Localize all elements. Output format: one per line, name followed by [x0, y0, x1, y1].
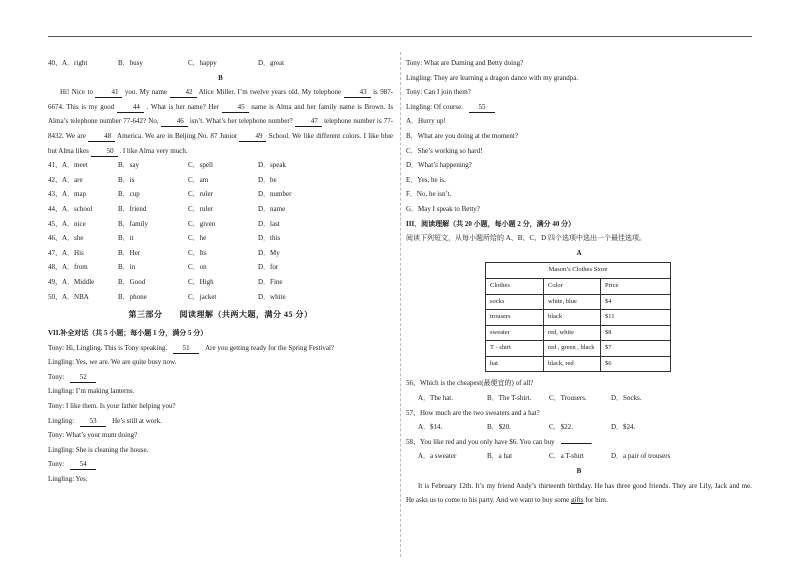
table-header: Color: [544, 278, 601, 294]
options-row: [48, 217, 393, 232]
right-column: [406, 56, 752, 508]
section-3-instructions: 阅读下列短文，从每小题所给的 A、B、C、D 四个选项中选出一个最佳选项。: [406, 234, 646, 243]
dialogue-choices: [406, 114, 752, 216]
choice-item: B．What are you doing at the moment?: [406, 131, 518, 140]
option-b: B．say: [118, 161, 139, 170]
blank-42: 42: [170, 88, 197, 98]
option-d: D．for: [258, 263, 279, 272]
option-c: C．a T-shirt: [549, 452, 584, 461]
section-7-title: VII.补全对话（共 5 小题；每小题 1 分，满分 5 分）: [48, 329, 208, 338]
option-c: C．happy: [188, 59, 217, 67]
dialogue-line: Tony: What’s your mum doing?: [48, 431, 138, 440]
cloze-passage: [48, 85, 393, 158]
dialogue-line: Lingling: They are learning a dragon dance with my grandpa.: [406, 73, 579, 82]
choice-item: E．Yes, he is.: [406, 175, 446, 184]
underlined-word: gifts: [571, 496, 584, 505]
option-b: B．$20.: [487, 423, 511, 432]
option-d: D．last: [258, 219, 280, 228]
dialogue-right: [406, 56, 752, 114]
options-row: [48, 231, 393, 246]
option-a: 50、A．NBA: [48, 292, 89, 301]
option-b: B．phone: [118, 292, 147, 301]
options-row: [48, 275, 393, 290]
table-cell: $4: [601, 294, 671, 310]
dialogue-line: [406, 100, 752, 115]
dialogue-line: Tony: I like them. Is your father helping you?: [48, 402, 176, 411]
text: Tony:: [48, 372, 65, 381]
blank-50: 50: [91, 147, 118, 157]
text: School. We like different colors. I like blue but Alma likes: [48, 131, 394, 155]
dialogue-line: [48, 370, 393, 385]
left-column: [48, 56, 393, 487]
section-3-title: III．阅读理解（共 20 小题，每小题 2 分，满分 40 分）: [406, 219, 576, 228]
blank-46: 46: [161, 117, 188, 127]
blank-58: [561, 443, 591, 444]
text: He’s still at work.: [112, 416, 162, 425]
table-cell: T - shirt: [486, 341, 544, 357]
table-title: Mason’s Clothes Store: [486, 263, 671, 279]
option-d: D．Socks.: [611, 394, 642, 403]
option-a: 46、A．she: [48, 234, 84, 243]
option-d: D．number: [258, 190, 292, 199]
table-cell: red , green , black: [544, 341, 601, 357]
dialogue-line: Lingling: She is cleaning the house.: [48, 445, 149, 454]
option-a: 40、A．right: [48, 59, 88, 67]
text: 58、You like red and you only have $6. You can buy: [406, 437, 555, 446]
options-row: [48, 187, 393, 202]
option-c: C．spell: [188, 161, 213, 170]
options-41-50: [48, 158, 393, 304]
blank-45: 45: [222, 103, 249, 113]
dialogue-line: Lingling: Yes.: [48, 475, 88, 484]
option-a: 45、A．nice: [48, 219, 86, 228]
option-a: A．The hat.: [418, 394, 453, 403]
option-b: B．family: [118, 219, 148, 228]
option-b: B．Good: [118, 277, 146, 286]
option-b: B．in: [118, 263, 136, 272]
option-a: 47、A．His: [48, 248, 84, 257]
table-cell: $8: [601, 325, 671, 341]
option-a: 44、A．school: [48, 204, 93, 213]
option-a: 43、A．map: [48, 190, 87, 199]
table-header-row: [486, 278, 671, 294]
blank-51: 51: [173, 344, 199, 354]
text: telephone number is 77-8432. We are: [48, 117, 394, 140]
options-row: [48, 173, 393, 188]
table-row: [486, 341, 671, 357]
option-d: D．$24.: [611, 423, 636, 432]
blank-41: 41: [95, 88, 122, 98]
option-c: C．$22.: [549, 423, 573, 432]
blank-53: 53: [80, 417, 106, 427]
blank-49: 49: [239, 132, 266, 142]
part-three-title: 第三部分 阅读理解（共两大题，满分 45 分）: [128, 310, 313, 320]
option-c: C．he: [188, 234, 207, 243]
question-40-options: [48, 56, 393, 71]
option-b: B．The T-shirt.: [487, 394, 532, 403]
table-cell: $7: [601, 341, 671, 357]
choice-item: G．May I speak to Betty?: [406, 204, 480, 213]
option-c: C．jacket: [188, 292, 217, 301]
column-divider: [400, 52, 401, 557]
table-row: [486, 356, 671, 372]
text: you. My name: [124, 88, 168, 97]
dialogue-line: [48, 414, 393, 429]
dialogue-line: Lingling: I’m making lanterns.: [48, 387, 135, 396]
option-b: B．busy: [118, 59, 143, 67]
table-cell: red, white: [544, 325, 601, 341]
dialogue-line: [48, 457, 393, 472]
blank-43: 43: [344, 88, 371, 98]
options-row: [48, 202, 393, 217]
text: . What is her name? Her: [146, 102, 219, 111]
option-d: D．My: [258, 248, 280, 257]
choice-item: A．Hurry up!: [406, 117, 446, 126]
text: Tony: Hi, Lingling. This is Tony speaking.: [48, 343, 168, 352]
question-57: 57、How much are the two sweaters and a hat?: [406, 408, 540, 417]
text: Are you getting ready for the Spring Festival?: [205, 343, 335, 352]
option-d: D．be: [258, 175, 277, 184]
table-header: Price: [601, 278, 671, 294]
reading-passage-b: [406, 479, 752, 508]
option-a: A．a sweater: [418, 452, 457, 461]
table-cell: white, blue: [544, 294, 601, 310]
text: name is Alma and her family name is Brown. Is Alma’s telephone number 77-642? No,: [48, 102, 394, 126]
blank-55: 55: [469, 103, 495, 113]
question-57-options: [406, 420, 752, 435]
choice-item: F．No, he isn’t.: [406, 190, 452, 199]
table-cell: socks: [486, 294, 544, 310]
option-b: B．is: [118, 175, 135, 184]
blank-44: 44: [117, 103, 144, 113]
table-cell: $6: [601, 356, 671, 372]
option-a: 48、A．from: [48, 263, 88, 272]
option-c: C．Trousers.: [549, 394, 587, 403]
option-d: D．speak: [258, 161, 286, 170]
option-c: C．ruler: [188, 190, 213, 199]
option-b: B．it: [118, 234, 134, 243]
text: Hi! Nice to: [60, 88, 93, 97]
table-row: [486, 325, 671, 341]
choice-item: D．What’s happening?: [406, 161, 472, 170]
dialogue-left: [48, 341, 393, 487]
option-d: D．Fine: [258, 277, 283, 286]
text: is 987-6674. This is my good: [48, 88, 394, 111]
text: Alice Miller. I’m twelve years old. My telephone: [198, 88, 342, 97]
text: America. We are in Beijing No. 87 Junior: [117, 131, 238, 140]
choice-item: C．She’s working so hard!: [406, 146, 483, 155]
part-a-heading: A: [576, 248, 582, 257]
table-row: [486, 294, 671, 310]
table-row: [486, 310, 671, 326]
blank-54: 54: [70, 460, 96, 470]
table-header: Clothes: [486, 278, 544, 294]
table-cell: $11: [601, 310, 671, 326]
part-b-heading: B: [218, 73, 223, 82]
table-cell: black, red: [544, 356, 601, 372]
question-56: 56、Which is the cheapest(最便宜的) of all?: [406, 379, 534, 388]
option-c: C．am: [188, 175, 209, 184]
option-a: 42、A．are: [48, 175, 83, 184]
table-cell: sweater: [486, 325, 544, 341]
dialogue-line: Tony: Can I join them?: [406, 88, 471, 97]
question-56-options: [406, 391, 752, 406]
option-b: B．friend: [118, 204, 147, 213]
text: Tony:: [48, 460, 65, 469]
text: for him.: [585, 496, 608, 505]
text: It is February 12th. It’s my friend Andy’s thirteenth birthday. He has three good friends. They are Lily, Jack and me. He asks us to come to his party. And we want to buy some: [406, 481, 752, 505]
blank-52: 52: [70, 373, 96, 383]
option-c: C．High: [188, 277, 214, 286]
text: . I like Alma very much.: [119, 146, 188, 155]
option-c: C．Its: [188, 248, 207, 257]
table-cell: hat: [486, 356, 544, 372]
text: .: [590, 437, 593, 446]
question-58: [406, 435, 752, 450]
options-row: [48, 290, 393, 305]
option-d: D．this: [258, 234, 281, 243]
option-d: D．white: [258, 292, 286, 301]
options-row: [48, 260, 393, 275]
option-d: D．great: [258, 59, 285, 67]
text: Lingling:: [48, 416, 75, 425]
option-b: B．Her: [118, 248, 141, 257]
options-row: [48, 158, 393, 173]
part-b2-heading: B: [576, 467, 582, 476]
option-a: 49、A．Middle: [48, 277, 95, 286]
blank-48: 48: [88, 132, 115, 142]
option-c: C．on: [188, 263, 207, 272]
blank-47: 47: [295, 117, 322, 127]
option-a: 41、A．meet: [48, 161, 88, 170]
option-a: A．$14.: [418, 423, 443, 432]
dialogue-line: [48, 341, 393, 356]
dialogue-line: Lingling: Yes, we are. We are quite busy now.: [48, 358, 177, 367]
option-d: D．a pair of trousers: [611, 452, 671, 461]
top-rule: [48, 36, 752, 37]
text: Lingling: Of course.: [406, 102, 463, 111]
dialogue-line: Tony: What are Daming and Betty doing?: [406, 59, 524, 67]
option-b: B．cup: [118, 190, 140, 199]
clothes-store-table: [485, 262, 671, 372]
option-d: D．name: [258, 204, 286, 213]
options-row: [48, 246, 393, 261]
text: isn’t. What’s her telephone number?: [189, 117, 293, 126]
table-cell: trousers: [486, 310, 544, 326]
question-58-options: [406, 449, 752, 464]
option-c: C．given: [188, 219, 216, 228]
option-b: B．a hat: [487, 452, 513, 461]
option-c: C．ruler: [188, 204, 213, 213]
table-cell: black: [544, 310, 601, 326]
